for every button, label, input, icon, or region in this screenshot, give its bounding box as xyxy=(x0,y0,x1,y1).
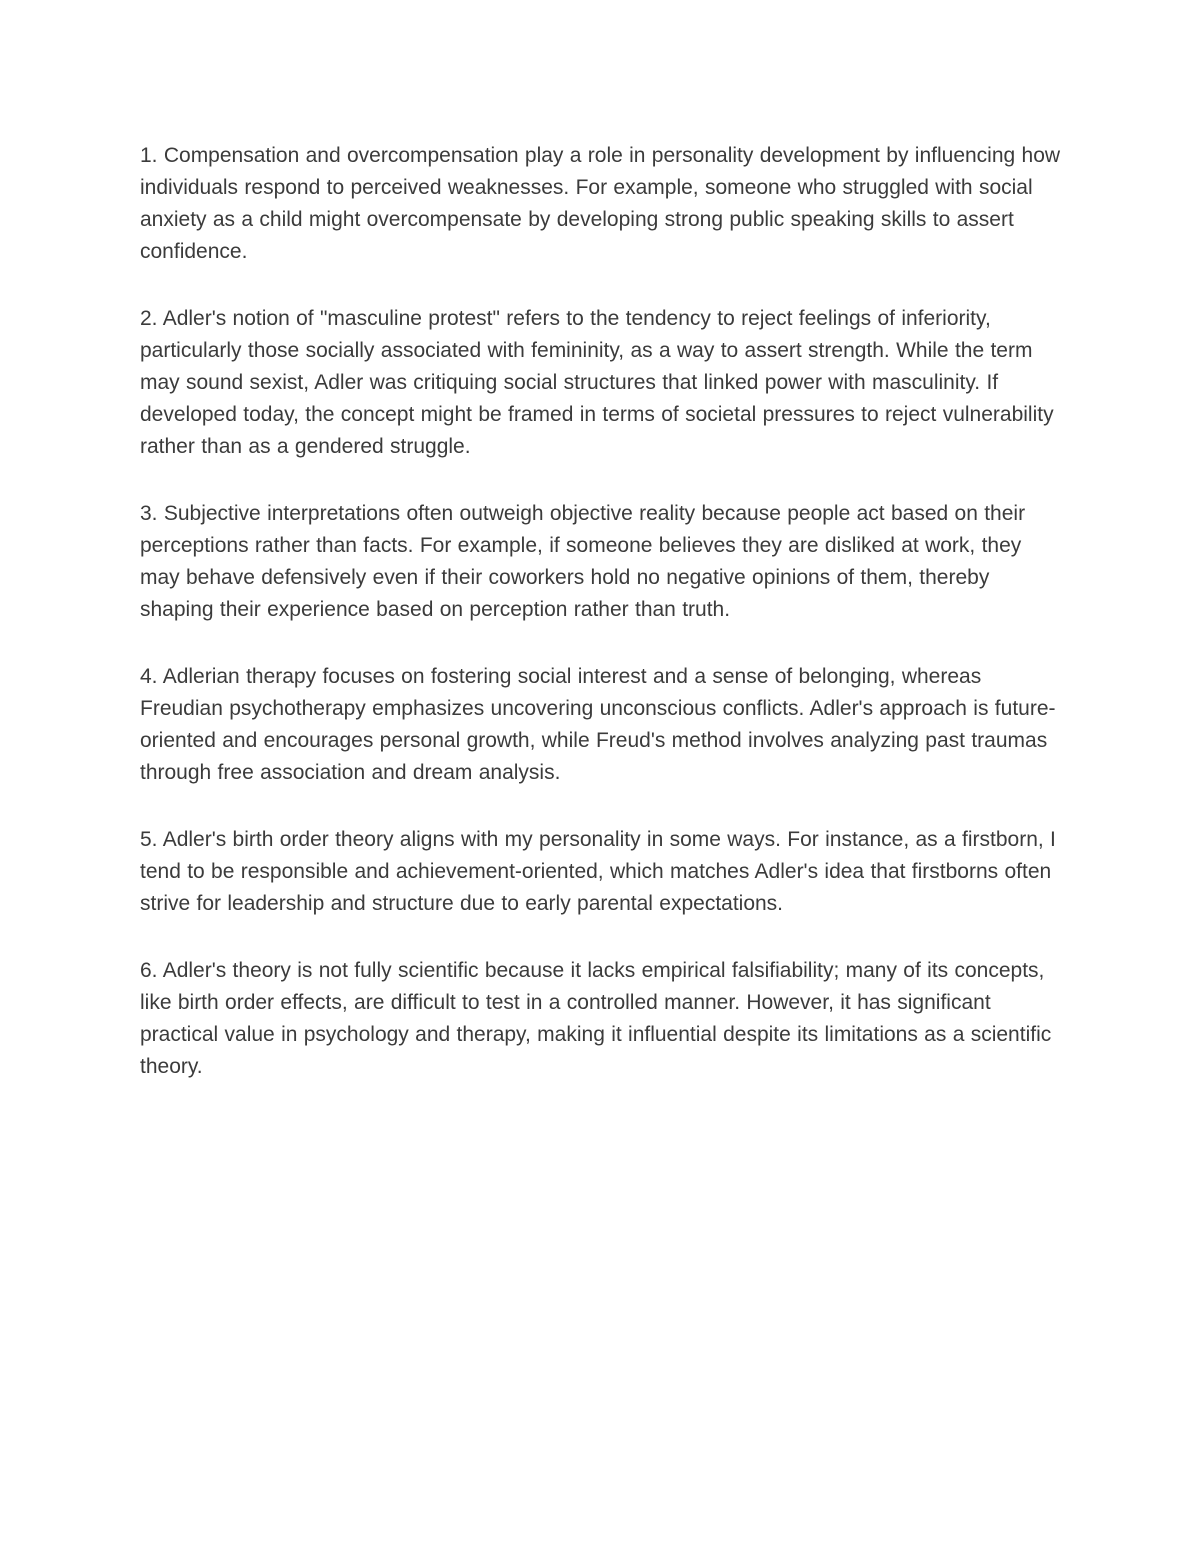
paragraph-2-masculine-protest: 2. Adler's notion of "masculine protest" refers to the tendency to reject feelings of inferiority, particularly those socially associated with femininity, as a way to assert strength. While the term may sound sexist, Adler was critiquing social structures that linked power with masculinity. If developed today, the concept might be framed in terms of societal pressures to reject vulnerability rather than as a gendered struggle. xyxy=(140,307,1054,458)
paragraph-1-compensation: 1. Compensation and overcompensation play a role in personality development by influencing how individuals respond to perceived weaknesses. For example, someone who struggled with social anxiety as a child might overcompensate by developing strong public speaking skills to assert confidence. xyxy=(140,144,1061,263)
document-body xyxy=(140,140,1062,1118)
paragraph-3-subjective-interpretations: 3. Subjective interpretations often outweigh objective reality because people act based on their perceptions rather than facts. For example, if someone believes they are disliked at work, they may behave defensively even if their coworkers hold no negative opinions of them, thereby shaping their experience based on perception rather than truth. xyxy=(140,502,1026,621)
paragraph-4-adlerian-therapy: 4. Adlerian therapy focuses on fostering social interest and a sense of belonging, whereas Freudian psychotherapy emphasizes uncovering unconscious conflicts. Adler's approach is future-oriented and encourages personal growth, while Freud's method involves analyzing past traumas through free association and dream analysis. xyxy=(140,665,1056,784)
paragraph-5-birth-order: 5. Adler's birth order theory aligns with my personality in some ways. For instance, as a firstborn, I tend to be responsible and achievement-oriented, which matches Adler's idea that firstborns often strive for leadership and structure due to early parental expectations. xyxy=(140,828,1056,915)
paragraph-6-scientific-critique: 6. Adler's theory is not fully scientific because it lacks empirical falsifiability; many of its concepts, like birth order effects, are difficult to test in a controlled manner. However, it has significant practical value in psychology and therapy, making it influential despite its limitations as a scientific theory. xyxy=(140,959,1052,1078)
